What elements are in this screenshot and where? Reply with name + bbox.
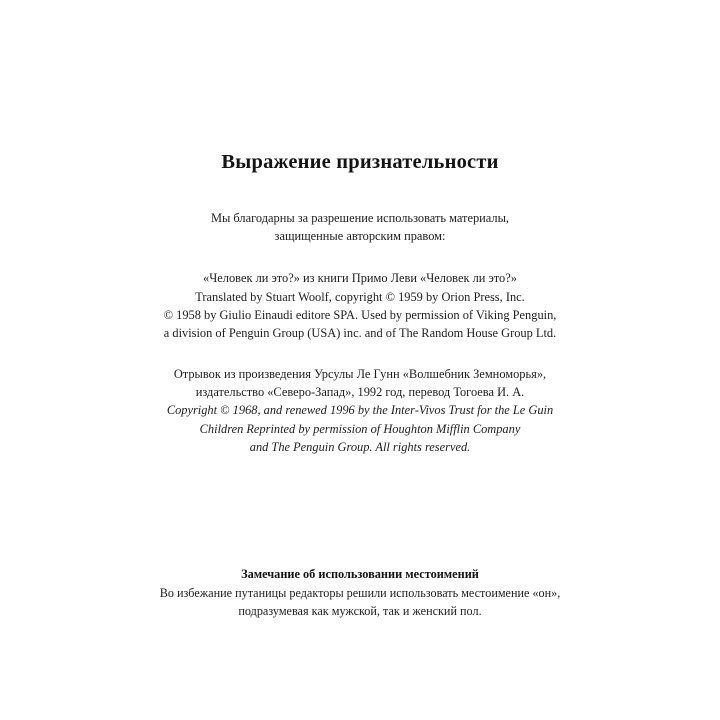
credit-line: Отрывок из произведения Урсулы Ле Гунн «Волшебник Земноморья», (173, 366, 547, 381)
credit-line: Translated by Stuart Woolf, copyright © 1959 by Orion Press, Inc. (195, 289, 525, 304)
section-spacer (80, 479, 640, 565)
pronoun-note-line-1: Во избежание путаницы редакторы решили использовать местоимение «он», (159, 585, 561, 600)
credit-line: «Человек ли это?» из книги Примо Леви «Человек ли это?» (203, 271, 517, 286)
page-title: Выражение признательности (221, 151, 499, 173)
credit-line: издательство «Северо-Запад», 1992 год, перевод Тогоева И. А. (195, 385, 525, 400)
permissions-intro-line-2: защищенные авторским правом: (274, 228, 446, 243)
permissions-intro (140, 209, 580, 246)
credit-block-le-guin (140, 365, 580, 457)
page-content (80, 150, 640, 621)
pronoun-note (130, 565, 590, 621)
credit-line: and The Penguin Group. All rights reserved. (249, 440, 471, 455)
credit-line: Children Reprinted by permission of Houghton Mifflin Company (199, 421, 521, 436)
pronoun-note-line-2: подразумевая как мужской, так и женский пол. (238, 604, 482, 619)
credit-block-primo-levi (140, 269, 580, 342)
permissions-intro-line-1: Мы благодарны за разрешение использовать материалы, (210, 210, 510, 225)
credit-line: a division of Penguin Group (USA) inc. and of The Random House Group Ltd. (163, 326, 557, 341)
credit-line: © 1958 by Giulio Einaudi editore SPA. Used by permission of Viking Penguin, (163, 308, 557, 323)
credit-line: Copyright © 1968, and renewed 1996 by the Inter-Vivos Trust for the Le Guin (166, 403, 554, 418)
pronoun-note-heading: Замечание об использовании местоимений (241, 566, 479, 581)
